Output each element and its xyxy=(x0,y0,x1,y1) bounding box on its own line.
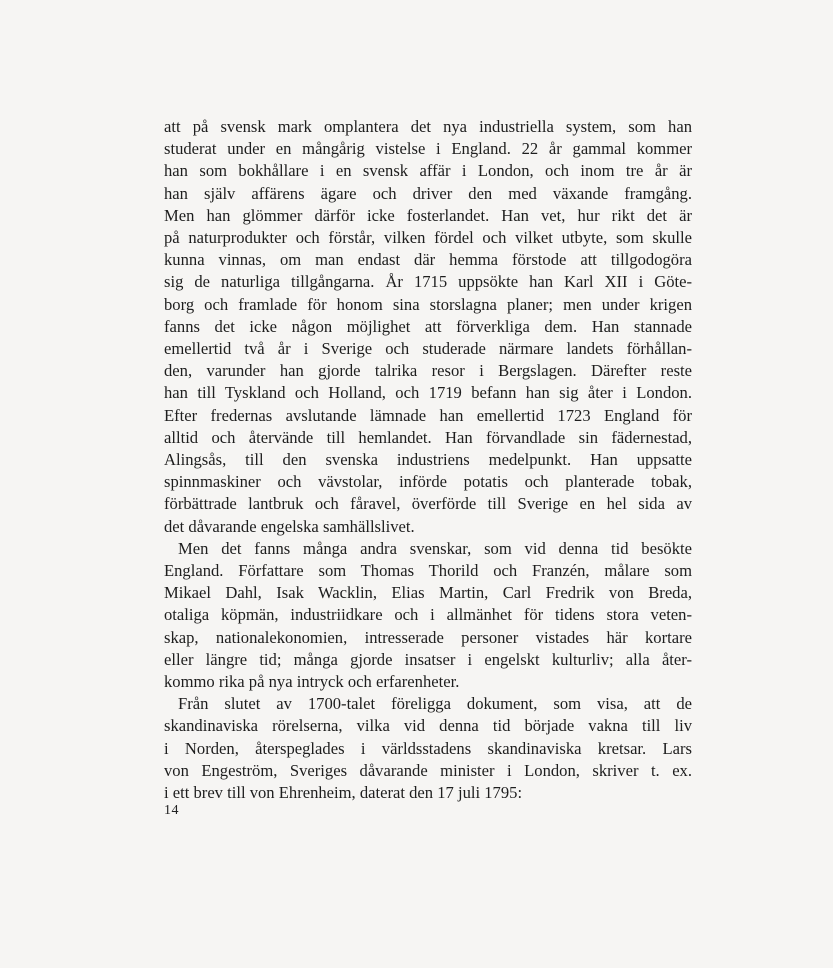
paragraph-3 xyxy=(164,693,692,804)
text-line: i Norden, återspeglades i världsstadens skandinaviska kretsar. Lars xyxy=(164,738,692,758)
text-line: på naturprodukter och förstår, vilken fördel och vilket utbyte, som skulle xyxy=(164,228,692,248)
text-line: kommo rika på nya intryck och erfarenheter. xyxy=(164,672,460,692)
text-line: fanns det icke någon möjlighet att förverkliga dem. Han stannade xyxy=(164,316,692,336)
body-text xyxy=(164,116,692,804)
text-line: det dåvarande engelska samhällslivet. xyxy=(164,516,415,536)
text-line: Alingsås, till den svenska industriens medelpunkt. Han uppsatte xyxy=(164,450,692,470)
text-line: Mikael Dahl, Isak Wacklin, Elias Martin, Carl Fredrik von Breda, xyxy=(164,583,692,603)
text-line: Efter fredernas avslutande lämnade han emellertid 1723 England för xyxy=(164,405,692,425)
text-line: England. Författare som Thomas Thorild och Franzén, målare som xyxy=(164,561,692,581)
text-line: borg och framlade för honom sina storslagna planer; men under krigen xyxy=(164,294,692,314)
page-number: 14 xyxy=(164,803,179,818)
text-line: han till Tyskland och Holland, och 1719 befann han sig åter i London. xyxy=(164,383,692,403)
text-line: spinnmaskiner och vävstolar, införde potatis och planterade tobak, xyxy=(164,472,692,492)
text-line: att på svensk mark omplantera det nya industriella system, som han xyxy=(164,117,692,136)
text-line: skap, nationalekonomien, intresserade personer vistades här kortare xyxy=(164,627,692,647)
paragraph-1 xyxy=(164,116,692,538)
text-line: han som bokhållare i en svensk affär i London, och inom tre år är xyxy=(164,161,692,181)
text-line: Från slutet av 1700-talet föreligga dokument, som visa, att de xyxy=(178,694,692,714)
text-line: von Engeström, Sveriges dåvarande minister i London, skriver t. ex. xyxy=(164,760,692,780)
text-line: emellertid två år i Sverige och studerade närmare landets förhållan- xyxy=(164,339,692,359)
text-line: Men det fanns många andra svenskar, som vid denna tid besökte xyxy=(178,538,692,558)
paragraph-2 xyxy=(164,538,692,693)
text-line: Men han glömmer därför icke fosterlandet. Han vet, hur rikt det är xyxy=(164,205,692,225)
text-line: studerat under en mångårig vistelse i England. 22 år gammal kommer xyxy=(164,139,692,159)
text-line: i ett brev till von Ehrenheim, daterat den 17 juli 1795: xyxy=(164,783,523,803)
text-line: otaliga köpmän, industriidkare och i allmänhet för tidens stora veten- xyxy=(164,605,692,625)
text-line: sig de naturliga tillgångarna. År 1715 uppsökte han Karl XII i Göte- xyxy=(164,272,692,292)
text-line: alltid och återvände till hemlandet. Han förvandlade sin fädernestad, xyxy=(164,427,692,447)
text-line: kunna vinnas, om man endast där hemma förstode att tillgodogöra xyxy=(164,250,692,270)
text-line: eller längre tid; många gjorde insatser i engelskt kulturliv; alla åter- xyxy=(164,649,692,669)
text-line: skandinaviska rörelserna, vilka vid denna tid började vakna till liv xyxy=(164,716,692,736)
text-line: den, varunder han gjorde talrika resor i Bergslagen. Därefter reste xyxy=(164,361,692,381)
text-line: förbättrade lantbruk och fåravel, överförde till Sverige en hel sida av xyxy=(164,494,692,514)
text-line: han själv affärens ägare och driver den med växande framgång. xyxy=(164,183,692,203)
